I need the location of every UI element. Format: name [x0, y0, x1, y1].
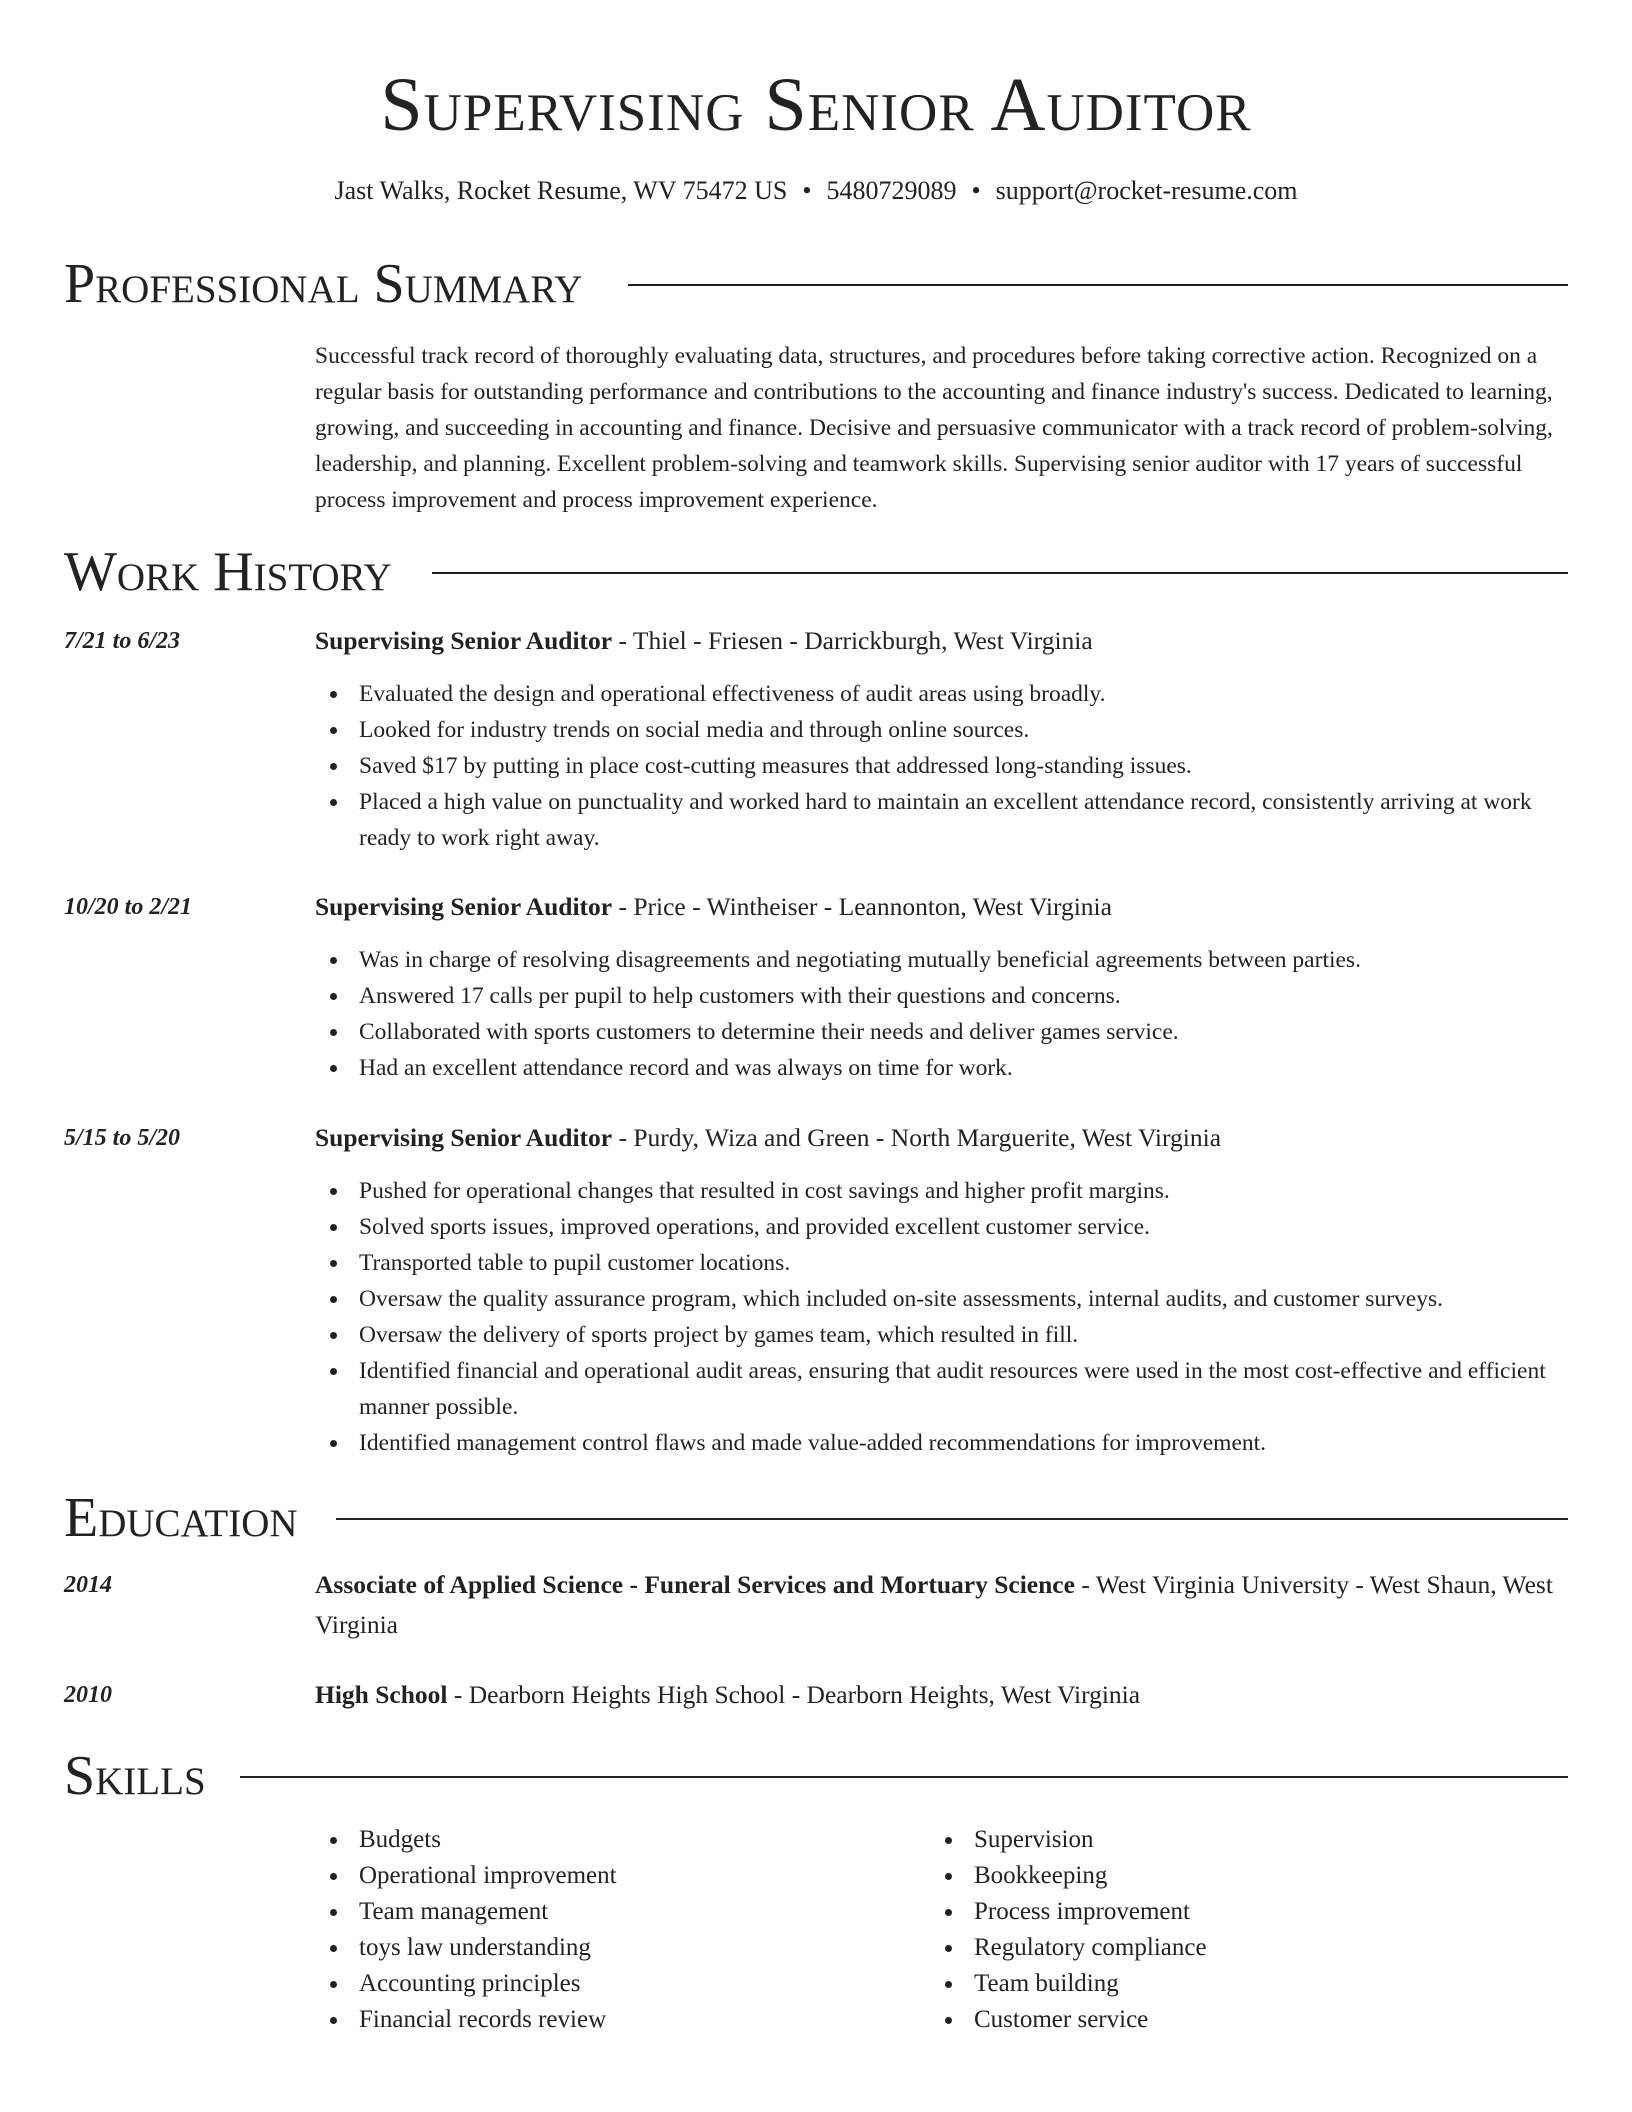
- job-title: Supervising Senior Auditor: [315, 892, 613, 921]
- contact-line: [0, 174, 1632, 208]
- section-divider: [240, 1776, 1568, 1778]
- job-bullet: Transported table to pupil customer locations.: [315, 1245, 1573, 1281]
- section-title-education: Education: [64, 1487, 298, 1549]
- job-title: Supervising Senior Auditor: [315, 626, 613, 655]
- job-dates: 7/21 to 6/23: [64, 628, 181, 654]
- education-school: - Dearborn Heights High School - Dearborn Heights, West Virginia: [447, 1680, 1141, 1709]
- summary-text: Successful track record of thoroughly evaluating data, structures, and procedures before taking corrective action. Recognized on a regular basis for outstanding performance and contributions to the accounting and finance industry's success. Dedicated to learning, growing, and succeeding in accounting and finance. Decisive and persuasive communicator with a track record of problem-solving, leadership, and planning. Excellent problem-solving and teamwork skills. Supervising senior auditor with 17 years of successful process improvement and process improvement experience.: [315, 343, 1553, 513]
- section-divider: [628, 284, 1568, 286]
- job-bullet: Solved sports issues, improved operations, and provided excellent customer service.: [315, 1209, 1573, 1245]
- job-bullet: Saved $17 by putting in place cost-cutting measures that addressed long-standing issues.: [315, 748, 1573, 784]
- section-divider: [432, 572, 1568, 574]
- skill-item: Supervision: [930, 1822, 1530, 1858]
- section-title-summary: Professional Summary: [64, 253, 583, 315]
- section-title-skills: Skills: [64, 1745, 206, 1807]
- job-employer: - Purdy, Wiza and Green - North Marguerite, West Virginia: [612, 1123, 1222, 1152]
- skill-item: Operational improvement: [315, 1858, 895, 1894]
- education-degree: High School: [315, 1680, 448, 1709]
- skill-item: toys law understanding: [315, 1930, 895, 1966]
- job-bullet: Oversaw the quality assurance program, which included on-site assessments, internal audits, and customer surveys.: [315, 1281, 1573, 1317]
- section-title-work-history: Work History: [64, 541, 392, 603]
- skill-item: Team management: [315, 1894, 895, 1930]
- skill-item: Accounting principles: [315, 1966, 895, 2002]
- education-year: 2010: [64, 1682, 112, 1708]
- skill-item: Bookkeeping: [930, 1858, 1530, 1894]
- job-bullet: Answered 17 calls per pupil to help customers with their questions and concerns.: [315, 978, 1573, 1014]
- job-employer: - Price - Wintheiser - Leannonton, West Virginia: [612, 892, 1112, 921]
- job-bullet: Pushed for operational changes that resulted in cost savings and higher profit margins.: [315, 1173, 1573, 1209]
- job-employer: - Thiel - Friesen - Darrickburgh, West Virginia: [612, 626, 1093, 655]
- job-bullets: [315, 676, 1573, 856]
- resume-name: Supervising Senior Auditor: [380, 63, 1252, 147]
- job-bullet: Identified financial and operational audit areas, ensuring that audit resources were used in the most cost-effective and efficient manner possible.: [315, 1353, 1573, 1425]
- skill-item: Regulatory compliance: [930, 1930, 1530, 1966]
- contact-address: Jast Walks, Rocket Resume, WV 75472 US: [334, 176, 788, 205]
- job-bullet: Looked for industry trends on social media and through online sources.: [315, 712, 1573, 748]
- job-bullet: Placed a high value on punctuality and worked hard to maintain an excellent attendance record, consistently arriving at work ready to work right away.: [315, 784, 1573, 856]
- skill-item: Customer service: [930, 2002, 1530, 2038]
- job-bullet: Was in charge of resolving disagreements and negotiating mutually beneficial agreements between parties.: [315, 942, 1573, 978]
- education-entry: [315, 1565, 1575, 1645]
- skill-item: Process improvement: [930, 1894, 1530, 1930]
- job-bullet: Identified management control flaws and made value-added recommendations for improvement.: [315, 1425, 1573, 1461]
- job-bullets: [315, 942, 1573, 1086]
- job-heading: [315, 621, 1575, 661]
- skill-item: Financial records review: [315, 2002, 895, 2038]
- job-title: Supervising Senior Auditor: [315, 1123, 613, 1152]
- skill-item: Budgets: [315, 1822, 895, 1858]
- contact-separator: •: [971, 176, 981, 205]
- contact-phone: 5480729089: [826, 176, 957, 205]
- contact-separator: •: [802, 176, 812, 205]
- job-bullet: Evaluated the design and operational effectiveness of audit areas using broadly.: [315, 676, 1573, 712]
- section-divider: [336, 1518, 1568, 1520]
- job-dates: 5/15 to 5/20: [64, 1125, 181, 1151]
- skills-list-right: [930, 1822, 1530, 2038]
- education-year: 2014: [64, 1572, 112, 1598]
- education-school: - West Virginia University - West Shaun, West Virginia: [315, 1570, 1553, 1639]
- contact-email: support@rocket-resume.com: [995, 176, 1298, 205]
- job-heading: [315, 887, 1575, 927]
- job-bullet: Collaborated with sports customers to determine their needs and deliver games service.: [315, 1014, 1573, 1050]
- education-entry: [315, 1675, 1575, 1715]
- job-bullet: Oversaw the delivery of sports project by games team, which resulted in fill.: [315, 1317, 1573, 1353]
- skill-item: Team building: [930, 1966, 1530, 2002]
- job-bullets: [315, 1173, 1573, 1461]
- job-heading: [315, 1118, 1575, 1158]
- job-bullet: Had an excellent attendance record and was always on time for work.: [315, 1050, 1573, 1086]
- education-degree: Associate of Applied Science - Funeral Services and Mortuary Science: [315, 1570, 1075, 1599]
- skills-list-left: [315, 1822, 895, 2038]
- job-dates: 10/20 to 2/21: [64, 894, 193, 920]
